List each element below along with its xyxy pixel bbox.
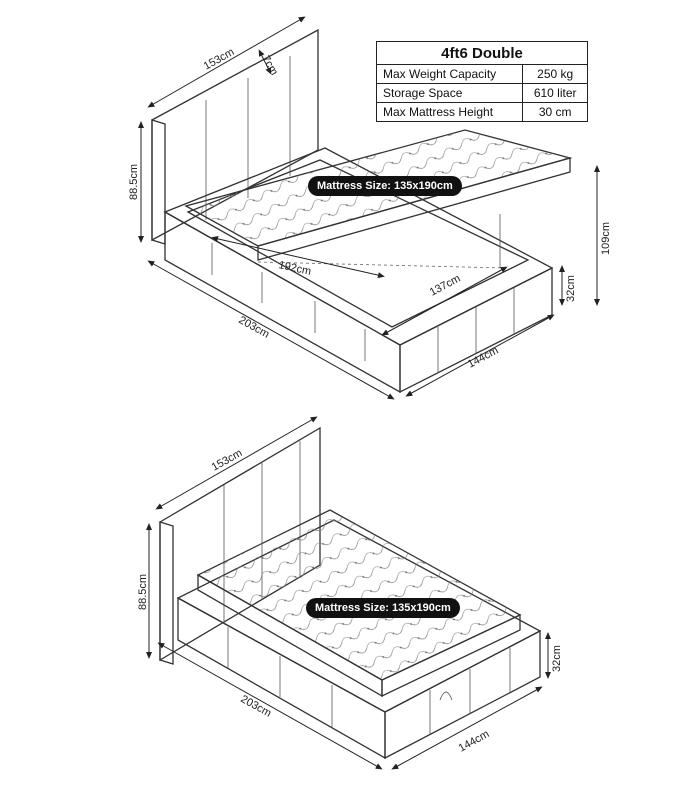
bottom-width-label: 153cm xyxy=(209,447,245,474)
top-mattress-size-label: Mattress Size: 135x190cm xyxy=(308,176,462,196)
spec-value: 610 liter xyxy=(523,84,588,103)
top-inner-length-label: 192cm xyxy=(277,259,313,278)
spec-row xyxy=(377,84,588,103)
bottom-mattress-size-label: Mattress Size: 135x190cm xyxy=(306,598,460,618)
spec-value: 250 kg xyxy=(523,65,588,84)
top-total-height-label: 109cm xyxy=(600,221,612,255)
spec-table xyxy=(376,41,588,122)
spec-label: Storage Space xyxy=(377,84,523,103)
top-base-width-label: 144cm xyxy=(465,344,501,371)
top-length-label: 203cm xyxy=(236,314,272,341)
spec-table-title: 4ft6 Double xyxy=(377,42,588,65)
top-inner-width-label: 137cm xyxy=(427,272,463,299)
bottom-bed-drawing xyxy=(160,428,540,758)
spec-row xyxy=(377,103,588,122)
bottom-base-width-label: 144cm xyxy=(456,728,492,755)
spec-label: Max Weight Capacity xyxy=(377,65,523,84)
bottom-headboard-height-label: 88.5cm xyxy=(137,573,149,610)
spec-label: Max Mattress Height xyxy=(377,103,523,122)
top-base-height-label: 32cm xyxy=(565,275,577,302)
bottom-length-label: 203cm xyxy=(238,693,274,720)
bottom-base-height-label: 32cm xyxy=(551,645,563,672)
spec-value: 30 cm xyxy=(523,103,588,122)
top-headboard-height-label: 88.5cm xyxy=(128,163,140,200)
top-width-label: 153cm xyxy=(201,46,237,73)
top-headboard-depth-label: 7cm xyxy=(259,53,281,78)
spec-row xyxy=(377,65,588,84)
